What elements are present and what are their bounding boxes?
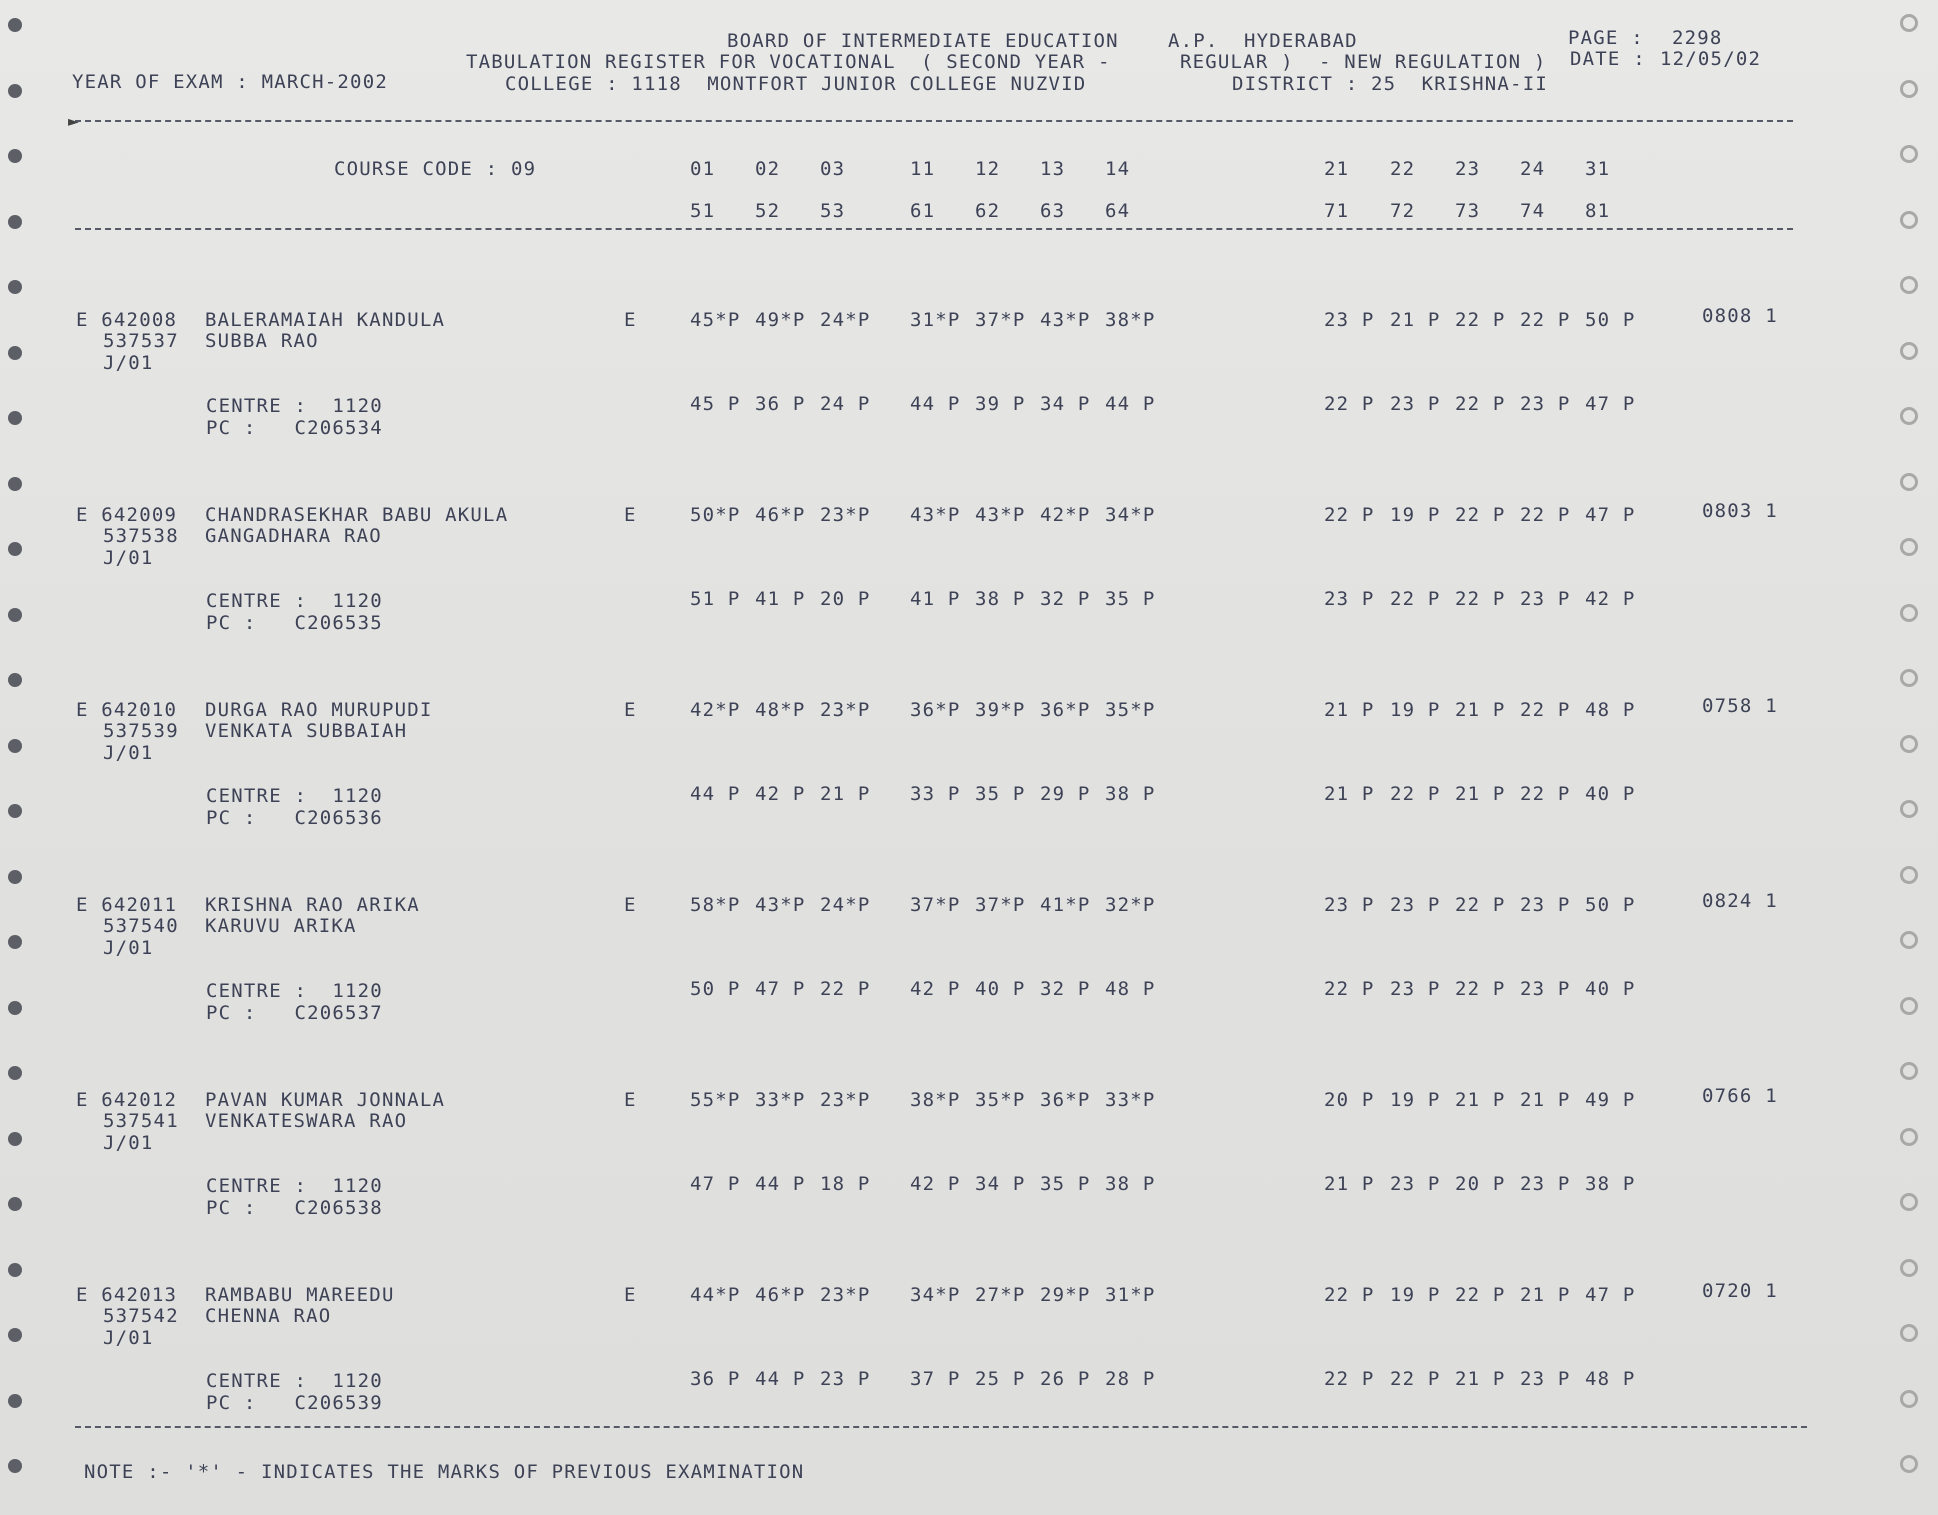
subject-code: 63 — [1040, 200, 1066, 222]
mark-previous: 28 P — [1105, 1368, 1156, 1390]
total-marks: 0758 1 — [1702, 695, 1778, 717]
hall-ticket-number: E 642008 — [76, 309, 178, 331]
mark-current: 44*P — [690, 1284, 741, 1306]
mark-current: 23 P — [1520, 894, 1571, 916]
mark-current: 55*P — [690, 1089, 741, 1111]
subject-code: 22 — [1390, 158, 1416, 180]
total-marks: 0803 1 — [1702, 500, 1778, 522]
perforation-hole — [8, 1263, 22, 1277]
mark-previous: 38 P — [1105, 1173, 1156, 1195]
group-code: J/01 — [103, 742, 154, 764]
mark-current: 23*P — [820, 1089, 871, 1111]
medium-code: E — [624, 894, 637, 916]
mark-current: 45*P — [690, 309, 741, 331]
father-name: GANGADHARA RAO — [205, 525, 382, 547]
mark-previous: 42 P — [910, 978, 961, 1000]
mark-current: 34*P — [910, 1284, 961, 1306]
mark-current: 22 P — [1520, 504, 1571, 526]
mark-current: 36*P — [1040, 699, 1091, 721]
mark-previous: 23 P — [1520, 1173, 1571, 1195]
mark-current: 21 P — [1455, 1089, 1506, 1111]
medium-code: E — [624, 309, 637, 331]
perforation-hole — [8, 18, 22, 32]
mark-current: 43*P — [975, 504, 1026, 526]
mark-current: 23 P — [1324, 894, 1375, 916]
perforation-hole — [1900, 1390, 1918, 1408]
mark-current: 23*P — [820, 1284, 871, 1306]
perforation-hole — [1900, 407, 1918, 425]
mark-previous: 22 P — [1324, 393, 1375, 415]
perforation-hole — [8, 673, 22, 687]
mark-current: 50 P — [1585, 309, 1636, 331]
subject-code: 02 — [755, 158, 781, 180]
group-code: J/01 — [103, 937, 154, 959]
mark-current: 23*P — [820, 504, 871, 526]
mark-previous: 38 P — [975, 588, 1026, 610]
mark-current: 47 P — [1585, 1284, 1636, 1306]
mark-previous: 23 P — [1390, 978, 1441, 1000]
mark-previous: 47 P — [755, 978, 806, 1000]
student-name: BALERAMAIAH KANDULA — [205, 309, 446, 331]
mark-current: 21 P — [1324, 699, 1375, 721]
mark-previous: 21 P — [1324, 783, 1375, 805]
perforation-hole — [8, 804, 22, 818]
mark-previous: 21 P — [1455, 1368, 1506, 1390]
mark-previous: 24 P — [820, 393, 871, 415]
mark-current: 49*P — [755, 309, 806, 331]
perforation-hole — [1900, 735, 1918, 753]
pointer-arrow-icon: ► — [68, 111, 79, 132]
subject-code: 51 — [690, 200, 716, 222]
perforation-hole — [8, 542, 22, 556]
mark-previous: 42 P — [910, 1173, 961, 1195]
perforation-hole — [8, 1132, 22, 1146]
mark-previous: 22 P — [1390, 1368, 1441, 1390]
board-title: BOARD OF INTERMEDIATE EDUCATION — [727, 30, 1119, 52]
mark-current: 20 P — [1324, 1089, 1375, 1111]
medium-code: E — [624, 1284, 637, 1306]
pc-number: PC : C206535 — [206, 612, 383, 634]
mark-previous: 29 P — [1040, 783, 1091, 805]
mark-previous: 32 P — [1040, 588, 1091, 610]
subject-code: 31 — [1585, 158, 1611, 180]
group-code: J/01 — [103, 547, 154, 569]
register-number: 537540 — [103, 915, 179, 937]
mark-current: 36*P — [910, 699, 961, 721]
mark-current: 19 P — [1390, 1089, 1441, 1111]
mark-previous: 47 P — [690, 1173, 741, 1195]
total-marks: 0766 1 — [1702, 1085, 1778, 1107]
student-name: RAMBABU MAREEDU — [205, 1284, 395, 1306]
register-number: 537537 — [103, 330, 179, 352]
mark-current: 38*P — [910, 1089, 961, 1111]
mark-previous: 48 P — [1585, 1368, 1636, 1390]
perforation-hole — [8, 1001, 22, 1015]
mark-current: 58*P — [690, 894, 741, 916]
perforation-hole — [8, 215, 22, 229]
mark-previous: 34 P — [1040, 393, 1091, 415]
perforation-hole — [8, 1328, 22, 1342]
perforation-hole — [8, 739, 22, 753]
perforation-hole — [1900, 276, 1918, 294]
subject-code: 01 — [690, 158, 716, 180]
register-title: TABULATION REGISTER FOR VOCATIONAL ( SECOND YEAR - — [466, 51, 1111, 73]
total-marks: 0824 1 — [1702, 890, 1778, 912]
date-label: DATE : — [1570, 48, 1646, 70]
mark-current: 42*P — [690, 699, 741, 721]
pc-number: PC : C206536 — [206, 807, 383, 829]
mark-previous: 40 P — [1585, 978, 1636, 1000]
mark-previous: 33 P — [910, 783, 961, 805]
register-number: 537538 — [103, 525, 179, 547]
mark-current: 43*P — [755, 894, 806, 916]
mark-previous: 21 P — [1455, 783, 1506, 805]
subject-code: 23 — [1455, 158, 1481, 180]
student-name: KRISHNA RAO ARIKA — [205, 894, 420, 916]
mark-current: 22 P — [1324, 1284, 1375, 1306]
perforation-hole — [8, 149, 22, 163]
mark-previous: 47 P — [1585, 393, 1636, 415]
bottom-divider — [75, 1426, 1807, 1428]
mark-current: 22 P — [1520, 699, 1571, 721]
perforation-hole — [1900, 1128, 1918, 1146]
mark-previous: 44 P — [690, 783, 741, 805]
total-marks: 0720 1 — [1702, 1280, 1778, 1302]
district-name: DISTRICT : 25 KRISHNA-II — [1232, 73, 1548, 95]
mark-previous: 22 P — [820, 978, 871, 1000]
subject-code: 62 — [975, 200, 1001, 222]
mark-previous: 23 P — [1390, 393, 1441, 415]
perforation-hole — [1900, 800, 1918, 818]
mark-current: 31*P — [910, 309, 961, 331]
mark-previous: 23 P — [1520, 393, 1571, 415]
perforation-hole — [1900, 1324, 1918, 1342]
mark-current: 24*P — [820, 309, 871, 331]
mark-previous: 41 P — [755, 588, 806, 610]
mark-current: 41*P — [1040, 894, 1091, 916]
mark-previous: 20 P — [1455, 1173, 1506, 1195]
mark-current: 46*P — [755, 1284, 806, 1306]
course-code-label: COURSE CODE : 09 — [334, 158, 537, 180]
mark-previous: 21 P — [1324, 1173, 1375, 1195]
subject-code: 72 — [1390, 200, 1416, 222]
perforation-hole — [8, 477, 22, 491]
father-name: VENKATA SUBBAIAH — [205, 720, 408, 742]
mark-current: 48*P — [755, 699, 806, 721]
mark-previous: 44 P — [910, 393, 961, 415]
perforation-hole — [1900, 931, 1918, 949]
mark-previous: 22 P — [1455, 978, 1506, 1000]
mark-current: 47 P — [1585, 504, 1636, 526]
perforation-hole — [1900, 473, 1918, 491]
pc-number: PC : C206534 — [206, 417, 383, 439]
mark-current: 22 P — [1455, 1284, 1506, 1306]
mark-current: 38*P — [1105, 309, 1156, 331]
mark-previous: 18 P — [820, 1173, 871, 1195]
mark-current: 19 P — [1390, 699, 1441, 721]
subject-code: 71 — [1324, 200, 1350, 222]
centre-code: CENTRE : 1120 — [206, 395, 383, 417]
perforation-hole — [8, 1066, 22, 1080]
mark-previous: 42 P — [755, 783, 806, 805]
mark-previous: 36 P — [755, 393, 806, 415]
register-number: 537541 — [103, 1110, 179, 1132]
mark-previous: 22 P — [1520, 783, 1571, 805]
centre-code: CENTRE : 1120 — [206, 785, 383, 807]
mark-previous: 35 P — [975, 783, 1026, 805]
perforation-hole — [1900, 1455, 1918, 1473]
hall-ticket-number: E 642009 — [76, 504, 178, 526]
mark-current: 22 P — [1520, 309, 1571, 331]
mark-previous: 44 P — [1105, 393, 1156, 415]
subject-code: 52 — [755, 200, 781, 222]
perforation-hole — [8, 1197, 22, 1211]
mark-current: 23 P — [1324, 309, 1375, 331]
exam-year: YEAR OF EXAM : MARCH-2002 — [72, 71, 388, 93]
mark-previous: 22 P — [1324, 978, 1375, 1000]
mark-current: 21 P — [1455, 699, 1506, 721]
subject-code: 53 — [820, 200, 846, 222]
mark-current: 43*P — [1040, 309, 1091, 331]
state-label: A.P. — [1168, 30, 1219, 52]
mark-previous: 38 P — [1585, 1173, 1636, 1195]
mark-previous: 26 P — [1040, 1368, 1091, 1390]
perforation-hole — [1900, 604, 1918, 622]
perforation-hole — [1900, 145, 1918, 163]
mark-previous: 21 P — [820, 783, 871, 805]
mark-previous: 39 P — [975, 393, 1026, 415]
hall-ticket-number: E 642013 — [76, 1284, 178, 1306]
mark-current: 22 P — [1455, 894, 1506, 916]
mark-previous: 37 P — [910, 1368, 961, 1390]
mark-previous: 25 P — [975, 1368, 1026, 1390]
group-code: J/01 — [103, 1132, 154, 1154]
mark-current: 46*P — [755, 504, 806, 526]
hall-ticket-number: E 642011 — [76, 894, 178, 916]
mark-previous: 40 P — [1585, 783, 1636, 805]
mark-current: 37*P — [975, 894, 1026, 916]
perforation-hole — [1900, 866, 1918, 884]
medium-code: E — [624, 1089, 637, 1111]
page-number: 2298 — [1672, 27, 1723, 49]
perforation-hole — [8, 346, 22, 360]
mark-current: 48 P — [1585, 699, 1636, 721]
register-number: 537539 — [103, 720, 179, 742]
mark-current: 22 P — [1324, 504, 1375, 526]
mark-previous: 22 P — [1324, 1368, 1375, 1390]
mark-current: 24*P — [820, 894, 871, 916]
subject-code: 61 — [910, 200, 936, 222]
register-number: 537542 — [103, 1305, 179, 1327]
mark-previous: 23 P — [820, 1368, 871, 1390]
mark-current: 22 P — [1455, 309, 1506, 331]
centre-code: CENTRE : 1120 — [206, 590, 383, 612]
mark-current: 21 P — [1390, 309, 1441, 331]
header-divider — [75, 228, 1793, 230]
student-name: CHANDRASEKHAR BABU AKULA — [205, 504, 509, 526]
group-code: J/01 — [103, 1327, 154, 1349]
centre-code: CENTRE : 1120 — [206, 1370, 383, 1392]
mark-current: 37*P — [910, 894, 961, 916]
mark-previous: 45 P — [690, 393, 741, 415]
mark-current: 22 P — [1455, 504, 1506, 526]
father-name: SUBBA RAO — [205, 330, 319, 352]
hall-ticket-number: E 642010 — [76, 699, 178, 721]
father-name: KARUVU ARIKA — [205, 915, 357, 937]
student-name: PAVAN KUMAR JONNALA — [205, 1089, 446, 1111]
subject-code: 21 — [1324, 158, 1350, 180]
perforation-hole — [1900, 14, 1918, 32]
mark-previous: 22 P — [1390, 588, 1441, 610]
mark-current: 36*P — [1040, 1089, 1091, 1111]
mark-current: 35*P — [975, 1089, 1026, 1111]
perforation-hole — [1900, 997, 1918, 1015]
mark-previous: 44 P — [755, 1368, 806, 1390]
perforation-hole — [8, 280, 22, 294]
mark-previous: 36 P — [690, 1368, 741, 1390]
mark-current: 29*P — [1040, 1284, 1091, 1306]
mark-current: 42*P — [1040, 504, 1091, 526]
mark-previous: 41 P — [910, 588, 961, 610]
perforation-hole — [1900, 1062, 1918, 1080]
mark-previous: 22 P — [1390, 783, 1441, 805]
mark-previous: 32 P — [1040, 978, 1091, 1000]
mark-current: 19 P — [1390, 504, 1441, 526]
centre-code: CENTRE : 1120 — [206, 980, 383, 1002]
subject-code: 03 — [820, 158, 846, 180]
perforation-hole — [1900, 538, 1918, 556]
subject-code: 14 — [1105, 158, 1131, 180]
mark-previous: 23 P — [1324, 588, 1375, 610]
perforation-hole — [8, 84, 22, 98]
perforation-hole — [1900, 1259, 1918, 1277]
mark-previous: 22 P — [1455, 393, 1506, 415]
perforation-hole — [8, 1394, 22, 1408]
mark-previous: 23 P — [1520, 1368, 1571, 1390]
mark-previous: 42 P — [1585, 588, 1636, 610]
mark-previous: 22 P — [1455, 588, 1506, 610]
mark-current: 33*P — [1105, 1089, 1156, 1111]
mark-current: 34*P — [1105, 504, 1156, 526]
medium-code: E — [624, 699, 637, 721]
subject-code: 74 — [1520, 200, 1546, 222]
hall-ticket-number: E 642012 — [76, 1089, 178, 1111]
subject-code: 81 — [1585, 200, 1611, 222]
mark-previous: 40 P — [975, 978, 1026, 1000]
mark-current: 31*P — [1105, 1284, 1156, 1306]
mark-previous: 35 P — [1040, 1173, 1091, 1195]
mark-current: 37*P — [975, 309, 1026, 331]
mark-previous: 23 P — [1390, 1173, 1441, 1195]
mark-current: 50 P — [1585, 894, 1636, 916]
perforation-hole — [8, 411, 22, 425]
mark-current: 33*P — [755, 1089, 806, 1111]
regulation-label: REGULAR ) - NEW REGULATION ) — [1180, 51, 1547, 73]
perforation-hole — [1900, 80, 1918, 98]
mark-previous: 34 P — [975, 1173, 1026, 1195]
mark-previous: 44 P — [755, 1173, 806, 1195]
mark-current: 49 P — [1585, 1089, 1636, 1111]
mark-previous: 38 P — [1105, 783, 1156, 805]
city-label: HYDERABAD — [1244, 30, 1358, 52]
mark-previous: 35 P — [1105, 588, 1156, 610]
college-name: COLLEGE : 1118 MONTFORT JUNIOR COLLEGE NUZVID — [505, 73, 1087, 95]
mark-previous: 48 P — [1105, 978, 1156, 1000]
mark-current: 35*P — [1105, 699, 1156, 721]
mark-previous: 23 P — [1520, 978, 1571, 1000]
perforation-hole — [1900, 211, 1918, 229]
mark-current: 23 P — [1390, 894, 1441, 916]
mark-previous: 50 P — [690, 978, 741, 1000]
perforation-hole — [1900, 1193, 1918, 1211]
date-value: 12/05/02 — [1660, 48, 1762, 70]
mark-current: 19 P — [1390, 1284, 1441, 1306]
subject-code: 13 — [1040, 158, 1066, 180]
mark-current: 32*P — [1105, 894, 1156, 916]
perforation-hole — [8, 870, 22, 884]
footer-note: NOTE :- '*' - INDICATES THE MARKS OF PREVIOUS EXAMINATION — [84, 1461, 805, 1483]
pc-number: PC : C206539 — [206, 1392, 383, 1414]
perforation-hole — [1900, 669, 1918, 687]
mark-current: 43*P — [910, 504, 961, 526]
centre-code: CENTRE : 1120 — [206, 1175, 383, 1197]
student-name: DURGA RAO MURUPUDI — [205, 699, 433, 721]
subject-code: 12 — [975, 158, 1001, 180]
subject-code: 24 — [1520, 158, 1546, 180]
mark-current: 39*P — [975, 699, 1026, 721]
subject-code: 64 — [1105, 200, 1131, 222]
perforation-hole — [8, 935, 22, 949]
subject-code: 73 — [1455, 200, 1481, 222]
mark-previous: 20 P — [820, 588, 871, 610]
mark-current: 21 P — [1520, 1089, 1571, 1111]
total-marks: 0808 1 — [1702, 305, 1778, 327]
perforation-hole — [8, 1459, 22, 1473]
father-name: CHENNA RAO — [205, 1305, 332, 1327]
page-label: PAGE : — [1568, 27, 1644, 49]
mark-current: 50*P — [690, 504, 741, 526]
mark-current: 21 P — [1520, 1284, 1571, 1306]
top-divider — [75, 120, 1793, 122]
group-code: J/01 — [103, 352, 154, 374]
pc-number: PC : C206538 — [206, 1197, 383, 1219]
subject-code: 11 — [910, 158, 936, 180]
perforation-hole — [8, 608, 22, 622]
perforation-hole — [1900, 342, 1918, 360]
father-name: VENKATESWARA RAO — [205, 1110, 408, 1132]
mark-previous: 51 P — [690, 588, 741, 610]
pc-number: PC : C206537 — [206, 1002, 383, 1024]
mark-current: 23*P — [820, 699, 871, 721]
medium-code: E — [624, 504, 637, 526]
mark-current: 27*P — [975, 1284, 1026, 1306]
mark-previous: 23 P — [1520, 588, 1571, 610]
